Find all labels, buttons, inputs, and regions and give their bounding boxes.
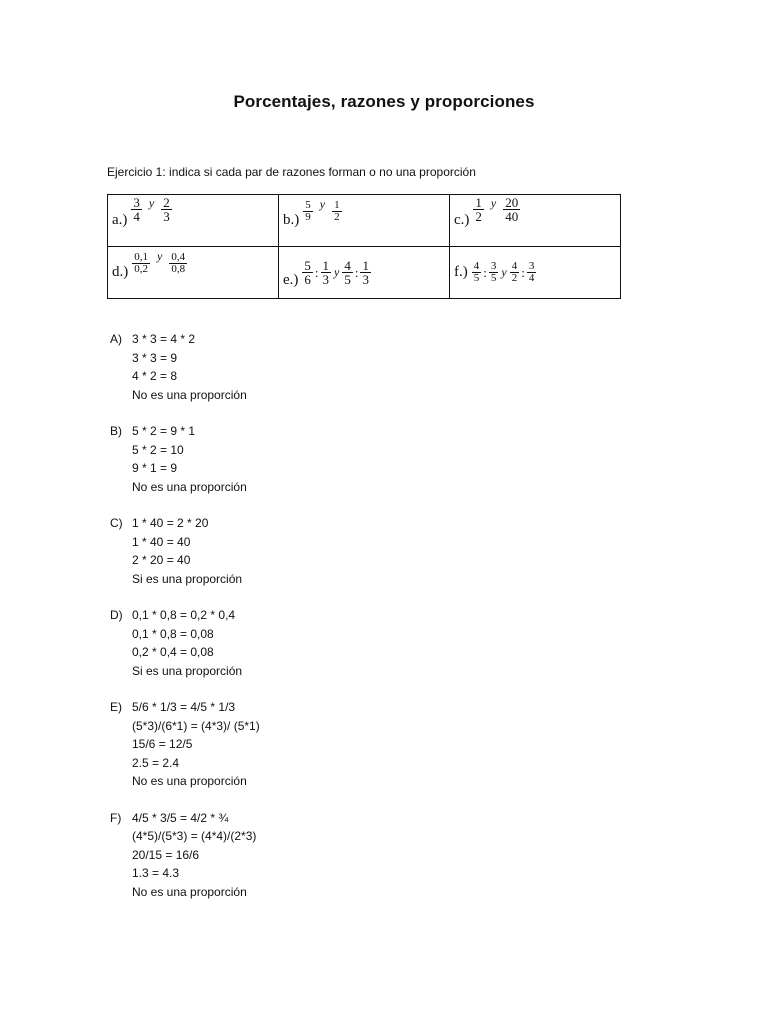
ratio-colon: : bbox=[314, 264, 319, 280]
exercise-instruction: Ejercicio 1: indica si cada par de razones forman o no una proporción bbox=[107, 165, 476, 179]
cell-label: b.) bbox=[283, 212, 300, 228]
answer-line: 4/5 * 3/5 = 4/2 * ¾ bbox=[132, 810, 229, 825]
fraction: $\frac{1}{2}$ bbox=[334, 198, 340, 223]
ratios-table bbox=[107, 194, 621, 299]
ratio-cell-a bbox=[108, 195, 279, 247]
fraction: $\frac{5}{6}$ bbox=[304, 258, 311, 287]
answer-line: 3 * 3 = 9 bbox=[132, 350, 178, 365]
conjunction: y bbox=[501, 265, 507, 279]
cell-label: f.) bbox=[454, 264, 468, 280]
fraction: $\frac{2}{3}$ bbox=[163, 195, 170, 224]
answer-line: 5/6 * 1/3 = 4/5 * 1/3 bbox=[132, 700, 236, 714]
fraction: $\frac{1}{3}$ bbox=[362, 258, 369, 287]
ratio-colon: : bbox=[354, 264, 359, 280]
answer-conclusion: No es una proporción bbox=[132, 387, 247, 402]
answer-line: 1.3 = 4.3 bbox=[132, 866, 180, 880]
answer-line: 0,2 * 0,4 = 0,08 bbox=[132, 645, 214, 659]
answer-letter: D) bbox=[110, 608, 123, 622]
fraction: $\frac{1}{3}$ bbox=[322, 258, 330, 287]
fraction: $\frac{1}{2}$ bbox=[475, 195, 482, 224]
conjunction: y bbox=[157, 248, 163, 263]
conjunction: y bbox=[490, 196, 497, 210]
conjunction: y bbox=[319, 196, 326, 211]
cell-label: c.) bbox=[454, 212, 470, 228]
answer-item bbox=[110, 422, 260, 496]
answer-item bbox=[110, 330, 260, 404]
answer-line: 0,1 * 0,8 = 0,2 * 0,4 bbox=[132, 608, 236, 622]
fraction: $\frac{3}{4}$ bbox=[133, 195, 140, 224]
ratio-cell-e bbox=[279, 247, 450, 299]
ratio-cell-b bbox=[279, 195, 450, 247]
answer-letter: C) bbox=[110, 516, 123, 530]
conjunction: y bbox=[334, 265, 340, 279]
ratio-cell-d bbox=[108, 247, 279, 299]
answer-conclusion: No es una proporción bbox=[132, 774, 247, 788]
cell-label: e.) bbox=[283, 272, 299, 288]
ratio-cell-c bbox=[450, 195, 621, 247]
conjunction: y bbox=[148, 196, 155, 210]
fraction: $\frac{4}{5}$ bbox=[473, 260, 480, 284]
answer-item bbox=[110, 698, 260, 791]
answer-line: 9 * 1 = 9 bbox=[132, 461, 178, 475]
ratio-cell-f bbox=[450, 247, 621, 299]
answer-line: 15/6 = 12/5 bbox=[132, 737, 193, 751]
answers-list bbox=[110, 330, 260, 919]
fraction: $\frac{3}{5}$ bbox=[490, 260, 497, 284]
answer-line: 2.5 = 2.4 bbox=[132, 755, 180, 770]
answer-letter: B) bbox=[110, 424, 122, 438]
fraction: $\frac{0,4}{0,8}$ bbox=[171, 250, 186, 275]
answer-line: 2 * 20 = 40 bbox=[132, 553, 191, 567]
page-title: Porcentajes, razones y proporciones bbox=[233, 92, 535, 111]
answer-line: (5*3)/(6*1) = (4*3)/ (5*1) bbox=[132, 718, 260, 733]
answer-item bbox=[110, 606, 260, 680]
answer-line: 4 * 2 = 8 bbox=[132, 369, 178, 383]
fraction: $\frac{4}{2}$ bbox=[511, 260, 518, 284]
cell-label: d.) bbox=[112, 264, 129, 280]
answer-line: 1 * 40 = 2 * 20 bbox=[132, 516, 209, 530]
answer-line: 20/15 = 16/6 bbox=[132, 847, 200, 862]
answer-line: 3 * 3 = 4 * 2 bbox=[132, 332, 196, 346]
answer-conclusion: No es una proporción bbox=[132, 479, 247, 494]
answer-line: 0,1 * 0,8 = 0,08 bbox=[132, 626, 214, 641]
fraction: $\frac{3}{4}$ bbox=[528, 260, 535, 284]
answer-letter: E) bbox=[110, 700, 122, 714]
fraction: $\frac{20}{40}$ bbox=[505, 195, 519, 224]
answer-line: 5 * 2 = 9 * 1 bbox=[132, 424, 196, 438]
fraction: $\frac{5}{9}$ bbox=[305, 198, 311, 223]
ratio-colon: : bbox=[483, 264, 487, 280]
answer-letter: A) bbox=[110, 332, 122, 346]
answer-line: (4*5)/(5*3) = (4*4)/(2*3) bbox=[132, 829, 257, 843]
answer-item bbox=[110, 514, 260, 588]
fraction: $\frac{0,1}{0,2}$ bbox=[134, 250, 148, 275]
answer-line: 5 * 2 = 10 bbox=[132, 442, 184, 457]
answer-item bbox=[110, 809, 260, 902]
cell-label: a.) bbox=[112, 212, 128, 228]
fraction: $\frac{4}{5}$ bbox=[344, 258, 351, 287]
answer-letter: F) bbox=[110, 810, 122, 825]
ratio-colon: : bbox=[521, 264, 525, 280]
answer-conclusion: Si es una proporción bbox=[132, 663, 243, 678]
answer-line: 1 * 40 = 40 bbox=[132, 534, 191, 549]
answer-conclusion: Si es una proporción bbox=[132, 571, 243, 586]
answer-conclusion: No es una proporción bbox=[132, 884, 247, 899]
